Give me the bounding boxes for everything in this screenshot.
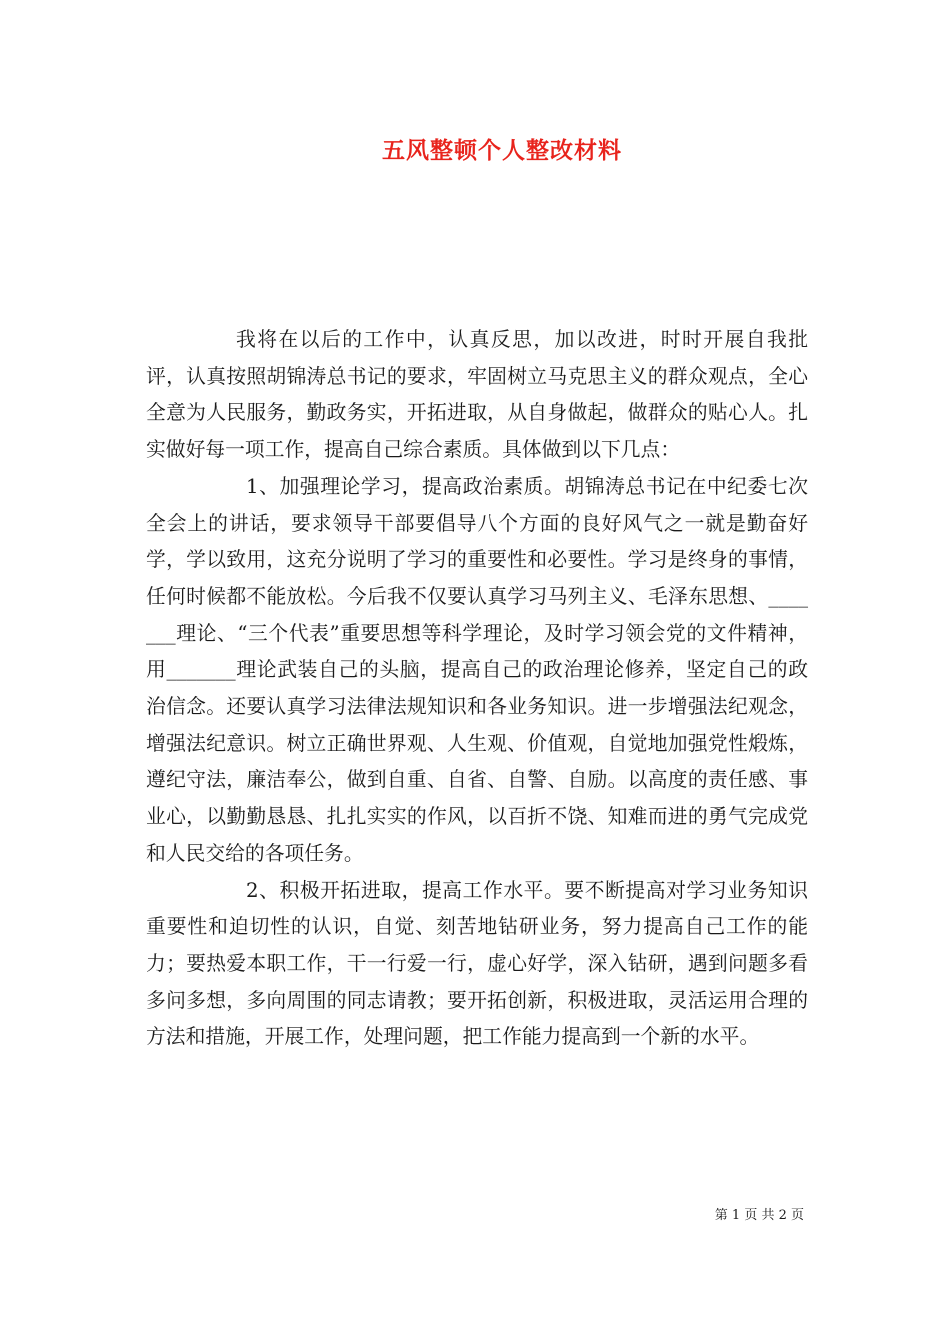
page-number: 第 1 页 共 2 页 — [714, 1208, 804, 1223]
paragraph-intro: 我将在以后的工作中，认真反思，加以改进，时时开展自我批评，认真按照胡锦涛总书记的要求，牢固树立马克思主义的群众观点，全心全意为人民服务，勤政务实，开拓进取，从自身做起，做群众的贴心人。扎实做好每一项工作，提高自己综合素质。具体做到以下几点： — [146, 328, 808, 462]
paragraph-item-1: 1、加强理论学习，提高政治素质。胡锦涛总书记在中纪委七次全会上的讲话，要求领导干部要倡导八个方面的良好风气之一就是勤奋好学，学以致用，这充分说明了学习的重要性和必要性。学习是终身的事情，任何时候都不能放松。今后我不仅要认真学习马列主义、毛泽东思想、_______理论、“三个代表”重要思想等科学理论，及时学习领会党的文件精神，用_______理论武装自己的头脑，提高自己的政治理论修养，坚定自己的政治信念。还要认真学习法律法规知识和各业务知识。进一步增强法纪观念，增强法纪意识。树立正确世界观、人生观、价值观，自觉地加强党性煅炼，遵纪守法，廉洁奉公，做到自重、自省、自警、自励。以高度的责任感、事业心，以勤勤恳恳、扎扎实实的作风，以百折不饶、知难而进的勇气完成党和人民交给的各项任务。 — [146, 474, 808, 865]
paragraph-item-2: 2、积极开拓进取，提高工作水平。要不断提高对学习业务知识重要性和迫切性的认识，自觉、刻苦地钻研业务，努力提高自己工作的能力；要热爱本职工作，干一行爱一行，虚心好学，深入钻研，遇到问题多看多问多想，多向周围的同志请教；要开拓创新，积极进取，灵活运用合理的方法和措施，开展工作，处理问题，把工作能力提高到一个新的水平。 — [146, 878, 808, 1049]
document-body — [146, 322, 808, 1056]
document-title: 五风整顿个人整改材料 — [382, 137, 622, 164]
